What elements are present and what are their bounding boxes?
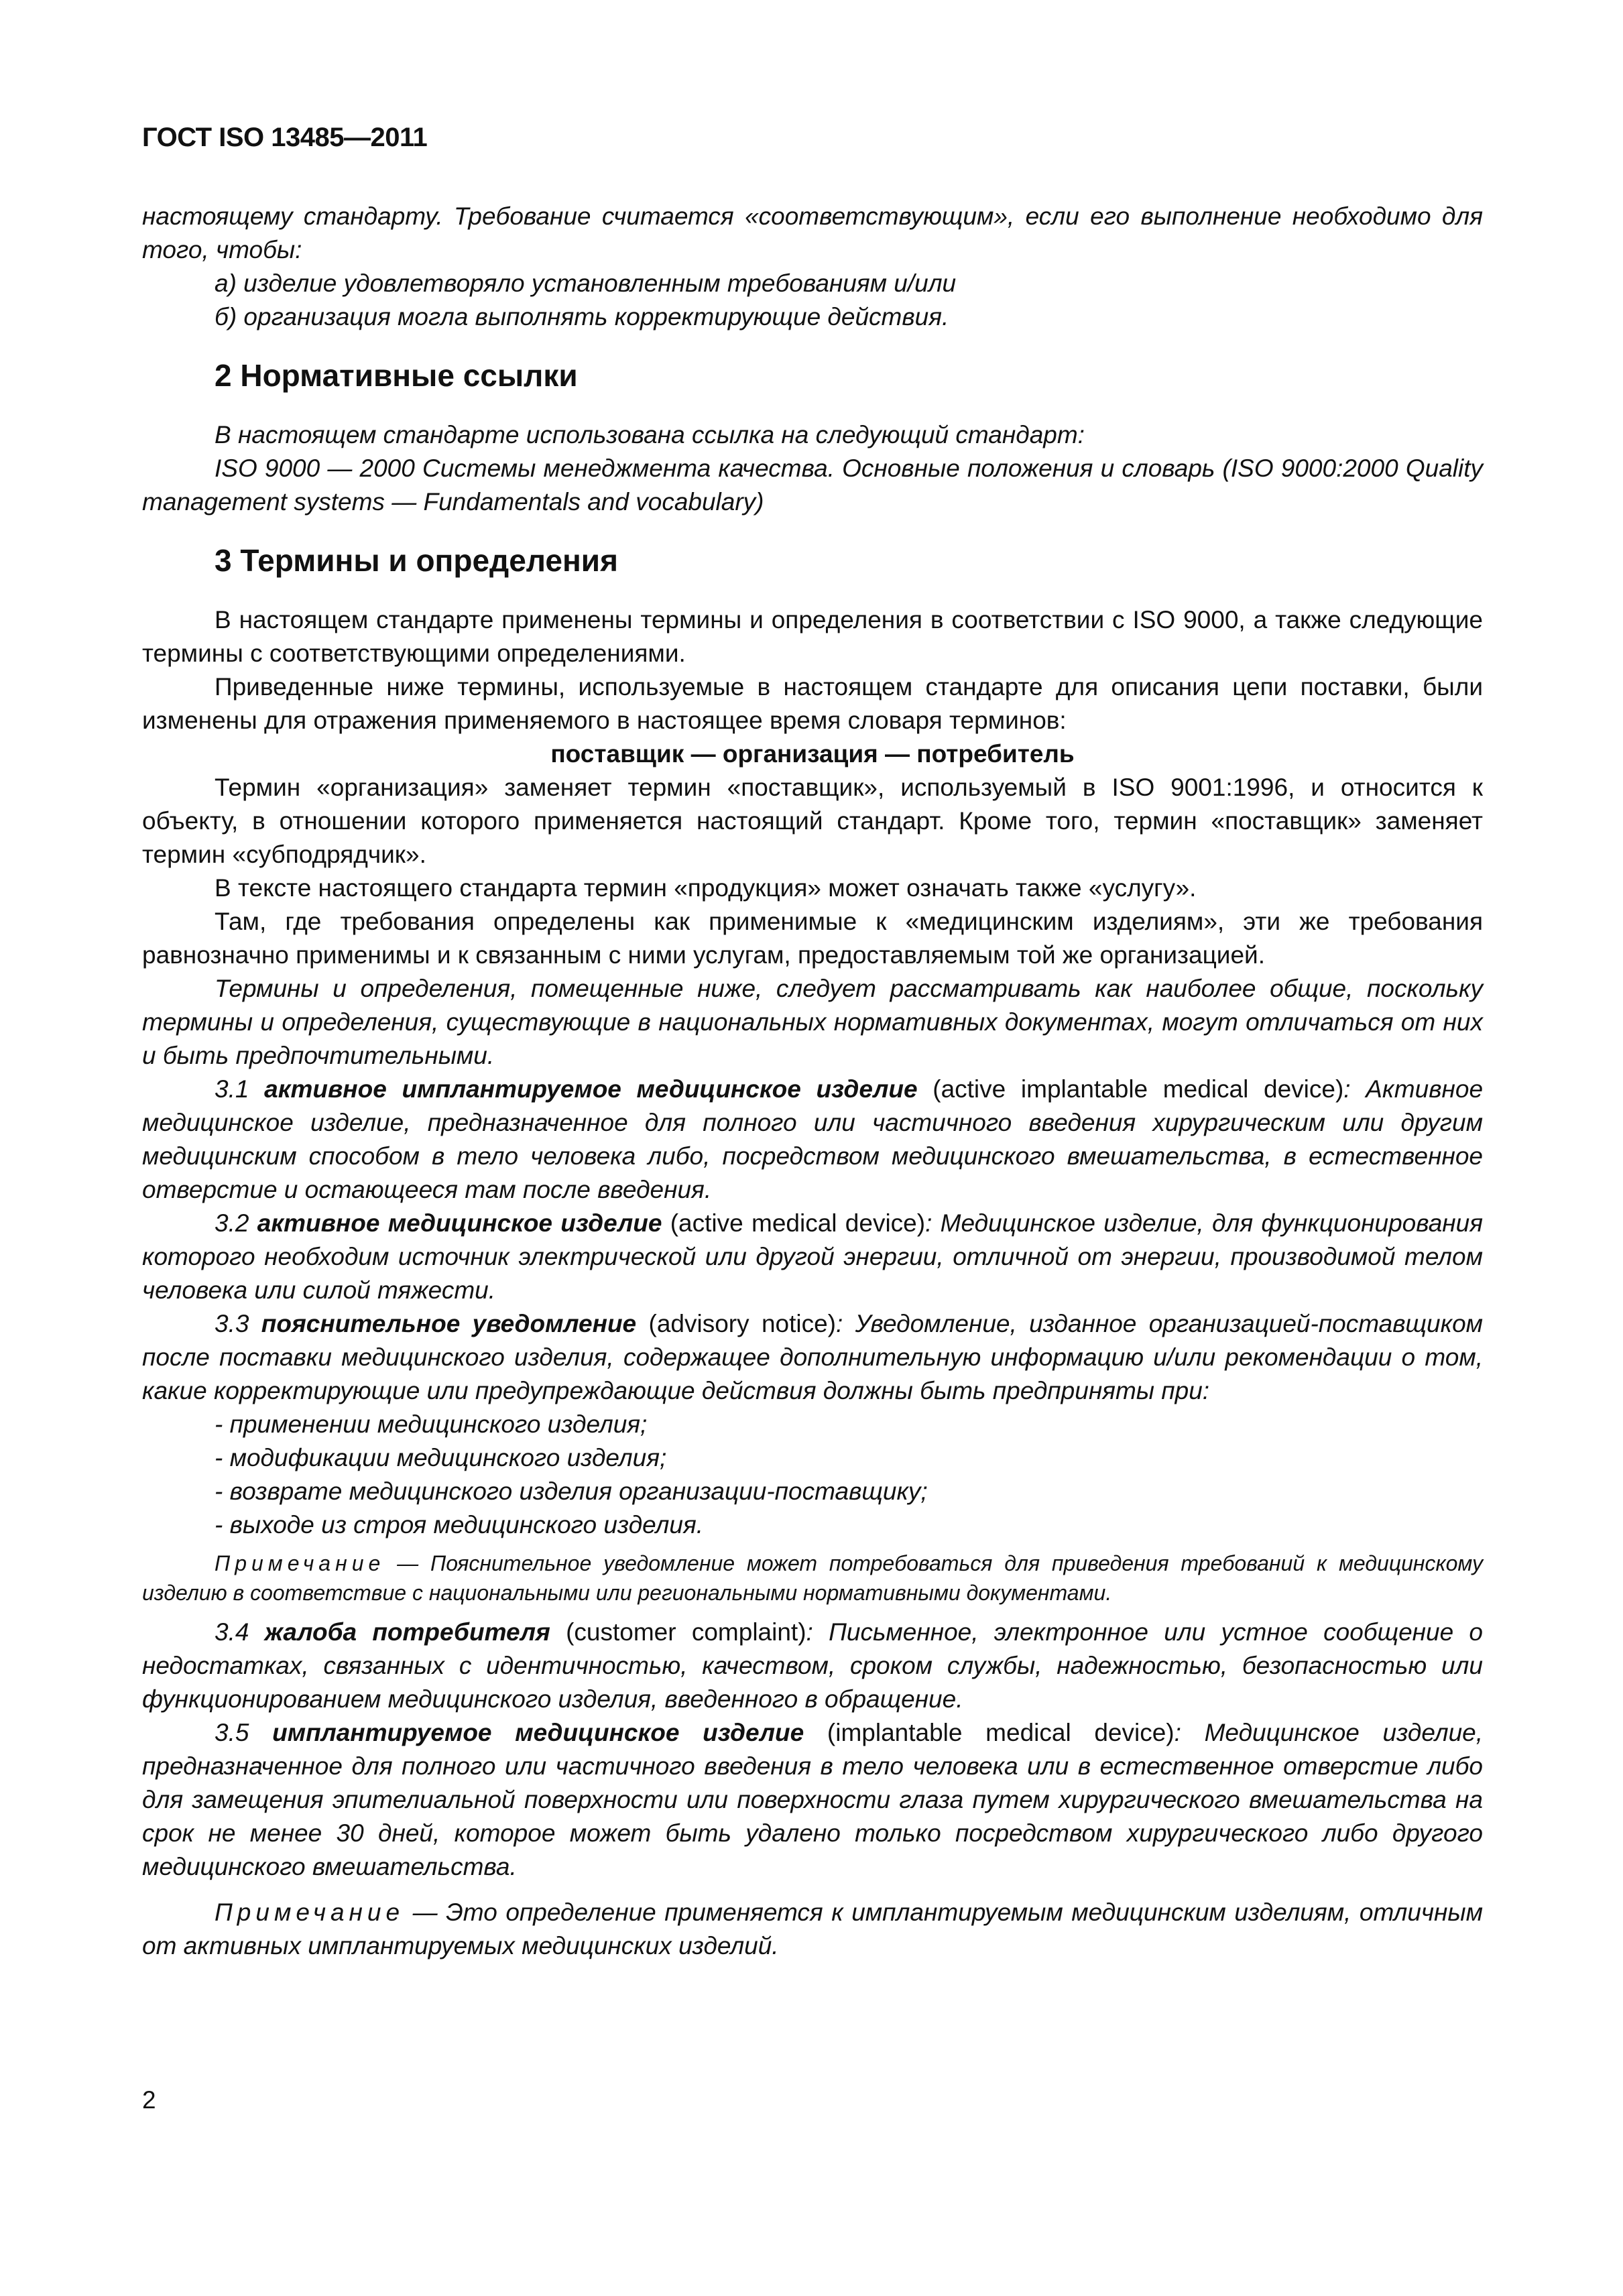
- term-english: (active medical device): [670, 1209, 926, 1237]
- page-content: [142, 200, 1483, 1963]
- term-name: жалоба потребителя: [264, 1618, 550, 1646]
- section-3-paragraph-4: В тексте настоящего стандарта термин «продукция» может означать также «услугу».: [215, 874, 1197, 902]
- term-name: имплантируемое медицинское изделие: [272, 1719, 804, 1746]
- supply-chain-line: поставщик — организация — потребитель: [550, 740, 1075, 768]
- term-3-2: [142, 1207, 1483, 1307]
- term-name: активное медицинское изделие: [257, 1209, 662, 1237]
- term-definition: : Медицинское изделие, для функционирования которого необходим источник электрической или другой энергии, отличной от энергии, производимой телом человека или силой тяжести.: [142, 1209, 1484, 1304]
- note-text: — Это определение применяется к имплантируемым медицинским изделиям, отличным от активных имплантируемых медицинских изделий.: [142, 1898, 1483, 1959]
- term-3-3: [142, 1307, 1483, 1408]
- section-3-paragraph-3: Термин «организация» заменяет термин «поставщик», используемый в ISO 9001:1996, и относится к объекту, в отношении которого применяется настоящий стандарт. Кроме того, термин «поставщик» заменяет термин «субподрядчик».: [142, 774, 1483, 868]
- note-advisory: [142, 1549, 1483, 1608]
- term-name: активное имплантируемое медицинское изделие: [264, 1075, 918, 1103]
- page-number: 2: [142, 2086, 156, 2114]
- term-english: (advisory notice): [648, 1310, 836, 1337]
- term-english: (active implantable medical device): [933, 1075, 1344, 1103]
- intro-list-item-b: б) организация могла выполнять корректирующие действия.: [215, 303, 949, 330]
- section-2-reference: ISO 9000 — 2000 Системы менеджмента качества. Основные положения и словарь (ISO 9000:2000 Quality management systems — Fundamentals and vocabulary): [142, 455, 1483, 516]
- intro-paragraph: настоящему стандарту. Требование считается «соответствующим», если его выполнение необходимо для того, чтобы:: [142, 202, 1483, 263]
- section-3-paragraph-5: Там, где требования определены как применимые к «медицинским изделиям», эти же требования равнозначно применимы и к связанным с ними услугам, предоставляемым той же организацией.: [142, 908, 1483, 969]
- term-english: (implantable medical device): [827, 1719, 1175, 1746]
- section-3-paragraph-6: Термины и определения, помещенные ниже, следует рассматривать как наиболее общие, поскольку термины и определения, существующие в национальных нормативных документах, могут отличаться от них и быть предпочтительными.: [142, 975, 1483, 1069]
- note-label: Примечание: [215, 1898, 405, 1926]
- term-number: 3.4: [215, 1618, 249, 1646]
- note-implantable: [142, 1896, 1483, 1963]
- term-3-4: [142, 1616, 1483, 1716]
- term-definition: : Медицинское изделие, предназначенное для полного или частичного введения в тело человека или в естественное отверстие либо для замещения эпителиальной поверхности или поверхности глаза путем хирургического вмешательства на срок не менее 30 дней, которое может быть удалено только посредством хирургического либо другого медицинского вмешательства.: [142, 1719, 1484, 1880]
- standard-code-header: ГОСТ ISO 13485—2011: [142, 123, 428, 152]
- term-3-5: [142, 1716, 1483, 1884]
- section-3-paragraph-2: Приведенные ниже термины, используемые в настоящем стандарте для описания цепи поставки, были изменены для отражения применяемого в настоящее время словаря терминов:: [142, 673, 1483, 734]
- term-number: 3.3: [215, 1310, 249, 1337]
- note-text: — Пояснительное уведомление может потребоваться для приведения требований к медицинскому изделию в соответствие с национальными или региональными нормативными документами.: [142, 1551, 1483, 1605]
- advisory-list-item: - модификации медицинского изделия;: [215, 1444, 667, 1471]
- intro-list-item-a: а) изделие удовлетворяло установленным требованиям и/или: [215, 269, 957, 297]
- advisory-list-item: - применении медицинского изделия;: [215, 1410, 648, 1438]
- term-3-1: [142, 1073, 1483, 1207]
- section-2-paragraph: В настоящем стандарте использована ссылка на следующий стандарт:: [215, 421, 1085, 448]
- term-number: 3.2: [215, 1209, 249, 1237]
- advisory-list-item: - выходе из строя медицинского изделия.: [215, 1511, 703, 1538]
- term-definition: : Письменное, электронное или устное сообщение о недостатках, связанных с идентичностью, качеством, сроком службы, надежностью, безопасностью или функционированием медицинского изделия, введенного в обращение.: [142, 1618, 1484, 1713]
- term-number: 3.5: [215, 1719, 249, 1746]
- term-definition: : Уведомление, изданное организацией-поставщиком после поставки медицинского изделия, содержащее дополнительную информацию и/или рекомендации о том, какие корректирующие или предупреждающие действия должны быть предприняты при:: [142, 1310, 1484, 1404]
- term-english: (customer complaint): [566, 1618, 806, 1646]
- section-3-paragraph-1: В настоящем стандарте применены термины и определения в соответствии с ISO 9000, а также следующие термины с соответствующими определениями.: [142, 606, 1483, 667]
- note-label: Примечание: [215, 1551, 385, 1575]
- term-name: пояснительное уведомление: [261, 1310, 637, 1337]
- term-number: 3.1: [215, 1075, 249, 1103]
- section-2-heading: 2 Нормативные ссылки: [215, 358, 578, 393]
- advisory-list-item: - возврате медицинского изделия организации-поставщику;: [215, 1477, 928, 1505]
- section-3-heading: 3 Термины и определения: [215, 543, 618, 578]
- term-definition: : Активное медицинское изделие, предназначенное для полного или частичного введения хирургическим или другим медицинским способом в тело человека либо, посредством медицинского вмешательства, в естественное отверстие и остающееся там после введения.: [142, 1075, 1484, 1203]
